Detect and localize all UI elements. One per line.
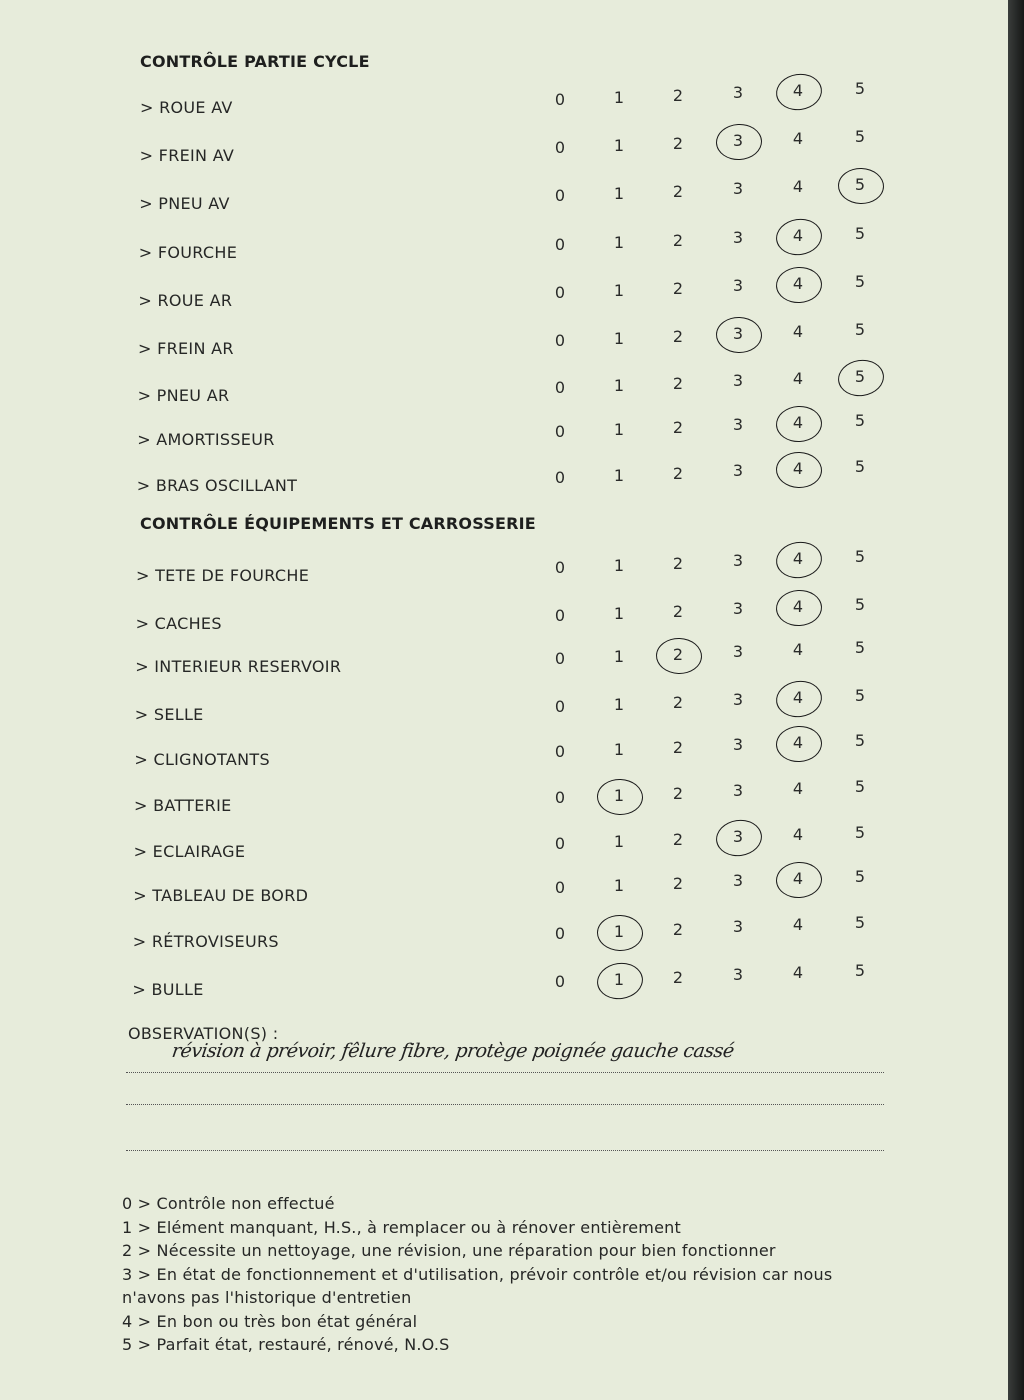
- rating-option-1[interactable]: 1: [613, 785, 625, 805]
- rating-option-3[interactable]: 3: [732, 871, 744, 891]
- legend-item: 1 > Elément manquant, H.S., à remplacer ou à rénover entièrement: [122, 1217, 681, 1237]
- legend-item: 0 > Contrôle non effectué: [122, 1194, 335, 1213]
- rating-option-1[interactable]: 1: [613, 831, 625, 851]
- rating-option-0[interactable]: 0: [554, 834, 566, 853]
- rating-option-3[interactable]: 3: [732, 276, 744, 296]
- rating-option-3[interactable]: 3: [732, 827, 744, 847]
- rating-option-0[interactable]: 0: [554, 649, 566, 668]
- rating-option-3[interactable]: 3: [732, 179, 744, 199]
- rating-option-0[interactable]: 0: [554, 742, 566, 761]
- rating-option-4[interactable]: 4: [792, 322, 804, 342]
- rating-option-4[interactable]: 4: [792, 413, 804, 433]
- rating-option-2[interactable]: 2: [672, 463, 684, 483]
- rating-option-3[interactable]: 3: [732, 131, 744, 151]
- item-label: > BRAS OSCILLANT: [136, 476, 298, 495]
- rating-option-2[interactable]: 2: [672, 326, 684, 346]
- rating-option-5[interactable]: 5: [854, 867, 866, 886]
- rating-option-0[interactable]: 0: [554, 924, 566, 943]
- rating-option-0[interactable]: 0: [554, 331, 566, 350]
- rating-option-2[interactable]: 2: [672, 417, 684, 437]
- rating-option-3[interactable]: 3: [732, 324, 744, 344]
- rating-option-3[interactable]: 3: [732, 228, 744, 248]
- rating-option-4[interactable]: 4: [792, 597, 804, 617]
- rating-option-4[interactable]: 4: [792, 779, 804, 799]
- rating-option-0[interactable]: 0: [554, 90, 566, 109]
- rating-option-4[interactable]: 4: [792, 869, 804, 889]
- rating-option-2[interactable]: 2: [672, 373, 684, 393]
- rating-option-1[interactable]: 1: [613, 232, 625, 252]
- legend-item: 2 > Nécessite un nettoyage, une révision, une réparation pour bien fonctionner: [122, 1241, 776, 1260]
- rating-option-1[interactable]: 1: [613, 739, 625, 759]
- rating-option-1[interactable]: 1: [613, 135, 625, 155]
- rating-option-4[interactable]: 4: [792, 274, 804, 294]
- rating-option-3[interactable]: 3: [732, 781, 744, 801]
- rating-option-2[interactable]: 2: [672, 644, 684, 664]
- rating-option-1[interactable]: 1: [613, 465, 625, 485]
- rating-option-3[interactable]: 3: [732, 917, 744, 937]
- section-title: CONTRÔLE PARTIE CYCLE: [140, 52, 370, 71]
- item-label: > INTERIEUR RESERVOIR: [135, 657, 342, 676]
- rating-option-3[interactable]: 3: [732, 965, 744, 985]
- rating-option-4[interactable]: 4: [792, 81, 804, 101]
- rating-option-5[interactable]: 5: [854, 547, 866, 566]
- rating-option-2[interactable]: 2: [672, 737, 684, 757]
- rating-legend: [122, 1192, 882, 1357]
- rating-option-4[interactable]: 4: [792, 733, 804, 753]
- rating-option-4[interactable]: 4: [792, 640, 804, 660]
- rating-option-4[interactable]: 4: [792, 177, 804, 197]
- rating-option-5[interactable]: 5: [854, 224, 866, 243]
- rating-option-3[interactable]: 3: [732, 551, 744, 571]
- rating-option-2[interactable]: 2: [672, 85, 684, 105]
- rating-option-4[interactable]: 4: [792, 825, 804, 845]
- rating-option-5[interactable]: 5: [854, 777, 866, 796]
- legend-item: 3 > En état de fonctionnement et d'utilisation, prévoir contrôle et/ou révision car nous n'avons pas l'historique d'entretien: [122, 1264, 833, 1307]
- rating-option-1[interactable]: 1: [613, 875, 625, 895]
- background-edge: [1008, 0, 1024, 1400]
- rating-option-0[interactable]: 0: [554, 606, 566, 625]
- item-label: > AMORTISSEUR: [137, 430, 275, 449]
- item-label: > FREIN AR: [138, 339, 234, 358]
- rating-option-1[interactable]: 1: [613, 87, 625, 107]
- rating-option-4[interactable]: 4: [792, 369, 804, 389]
- rating-option-2[interactable]: 2: [672, 967, 684, 987]
- item-label: > PNEU AV: [139, 194, 230, 213]
- rating-option-2[interactable]: 2: [672, 181, 684, 201]
- item-label: > TETE DE FOURCHE: [136, 566, 310, 585]
- rating-option-0[interactable]: 0: [554, 186, 566, 205]
- rating-option-3[interactable]: 3: [732, 461, 744, 481]
- rating-option-3[interactable]: 3: [732, 83, 744, 103]
- rating-option-5[interactable]: 5: [854, 823, 866, 842]
- item-label: > SELLE: [134, 705, 204, 724]
- rating-option-0[interactable]: 0: [554, 138, 566, 157]
- rating-option-5[interactable]: 5: [854, 411, 866, 430]
- section-title: CONTRÔLE ÉQUIPEMENTS ET CARROSSERIE: [140, 514, 536, 533]
- rating-option-1[interactable]: 1: [613, 183, 625, 203]
- rating-option-0[interactable]: 0: [554, 283, 566, 302]
- rating-option-5[interactable]: 5: [854, 79, 866, 98]
- rating-option-4[interactable]: 4: [792, 129, 804, 149]
- rating-option-0[interactable]: 0: [554, 468, 566, 487]
- rating-option-2[interactable]: 2: [672, 783, 684, 803]
- rating-option-4[interactable]: 4: [792, 226, 804, 246]
- rating-option-4[interactable]: 4: [792, 549, 804, 569]
- item-label: > FOURCHE: [138, 243, 238, 262]
- rating-option-5[interactable]: 5: [854, 127, 866, 146]
- rating-option-3[interactable]: 3: [732, 735, 744, 755]
- rating-option-1[interactable]: 1: [613, 555, 625, 575]
- rating-option-5[interactable]: 5: [854, 457, 866, 476]
- item-label: > TABLEAU DE BORD: [133, 886, 309, 905]
- rating-option-5[interactable]: 5: [854, 320, 866, 339]
- observation-line-2: [126, 1104, 884, 1105]
- rating-option-4[interactable]: 4: [792, 459, 804, 479]
- rating-option-0[interactable]: 0: [554, 972, 566, 991]
- rating-option-0[interactable]: 0: [554, 788, 566, 807]
- rating-option-5[interactable]: 5: [854, 913, 866, 932]
- observation-handwritten-text: révision à prévoir, fêlure fibre, protège poignée gauche cassé: [170, 1040, 736, 1062]
- rating-option-2[interactable]: 2: [672, 692, 684, 712]
- legend-item: 5 > Parfait état, restauré, rénové, N.O.S: [122, 1335, 450, 1354]
- item-label: > BATTERIE: [134, 796, 232, 815]
- rating-option-0[interactable]: 0: [554, 878, 566, 897]
- item-label: > FREIN AV: [139, 146, 235, 165]
- rating-option-0[interactable]: 0: [554, 558, 566, 577]
- rating-option-3[interactable]: 3: [732, 599, 744, 619]
- rating-option-5[interactable]: 5: [854, 175, 866, 194]
- item-label: > RÉTROVISEURS: [132, 932, 279, 951]
- rating-option-0[interactable]: 0: [554, 697, 566, 716]
- item-label: > ROUE AV: [140, 98, 233, 117]
- rating-option-2[interactable]: 2: [672, 601, 684, 621]
- item-label: > CACHES: [135, 614, 222, 633]
- item-label: > BULLE: [132, 980, 204, 999]
- rating-option-1[interactable]: 1: [613, 375, 625, 395]
- rating-option-1[interactable]: 1: [613, 328, 625, 348]
- rating-option-5[interactable]: 5: [854, 272, 866, 291]
- rating-option-0[interactable]: 0: [554, 378, 566, 397]
- rating-option-0[interactable]: 0: [554, 235, 566, 254]
- rating-option-2[interactable]: 2: [672, 919, 684, 939]
- rating-option-4[interactable]: 4: [792, 963, 804, 983]
- observation-line-1: [126, 1072, 884, 1073]
- observation-line-3: [126, 1150, 884, 1151]
- rating-option-1[interactable]: 1: [613, 646, 625, 666]
- item-label: > ECLAIRAGE: [133, 842, 246, 861]
- item-label: > ROUE AR: [138, 291, 233, 310]
- rating-option-1[interactable]: 1: [613, 280, 625, 300]
- observations-title: OBSERVATION(S) :: [128, 1024, 279, 1043]
- rating-option-5[interactable]: 5: [854, 961, 866, 980]
- rating-option-2[interactable]: 2: [672, 230, 684, 250]
- rating-option-0[interactable]: 0: [554, 422, 566, 441]
- rating-option-1[interactable]: 1: [613, 969, 625, 989]
- rating-option-5[interactable]: 5: [854, 595, 866, 614]
- rating-option-1[interactable]: 1: [613, 419, 625, 439]
- rating-option-2[interactable]: 2: [672, 553, 684, 573]
- rating-option-2[interactable]: 2: [672, 278, 684, 298]
- rating-option-2[interactable]: 2: [672, 829, 684, 849]
- rating-option-3[interactable]: 3: [732, 690, 744, 710]
- rating-option-2[interactable]: 2: [672, 133, 684, 153]
- rating-option-5[interactable]: 5: [854, 638, 866, 657]
- rating-option-1[interactable]: 1: [613, 921, 625, 941]
- rating-option-3[interactable]: 3: [732, 371, 744, 391]
- rating-option-5[interactable]: 5: [854, 731, 866, 750]
- item-label: > PNEU AR: [137, 386, 230, 405]
- rating-option-5[interactable]: 5: [854, 367, 866, 386]
- rating-option-1[interactable]: 1: [613, 603, 625, 623]
- rating-option-2[interactable]: 2: [672, 873, 684, 893]
- rating-option-4[interactable]: 4: [792, 915, 804, 935]
- rating-option-3[interactable]: 3: [732, 415, 744, 435]
- rating-option-3[interactable]: 3: [732, 642, 744, 662]
- rating-option-4[interactable]: 4: [792, 688, 804, 708]
- rating-option-5[interactable]: 5: [854, 686, 866, 705]
- legend-item: 4 > En bon ou très bon état général: [122, 1311, 418, 1331]
- rating-option-1[interactable]: 1: [613, 694, 625, 714]
- item-label: > CLIGNOTANTS: [134, 750, 270, 769]
